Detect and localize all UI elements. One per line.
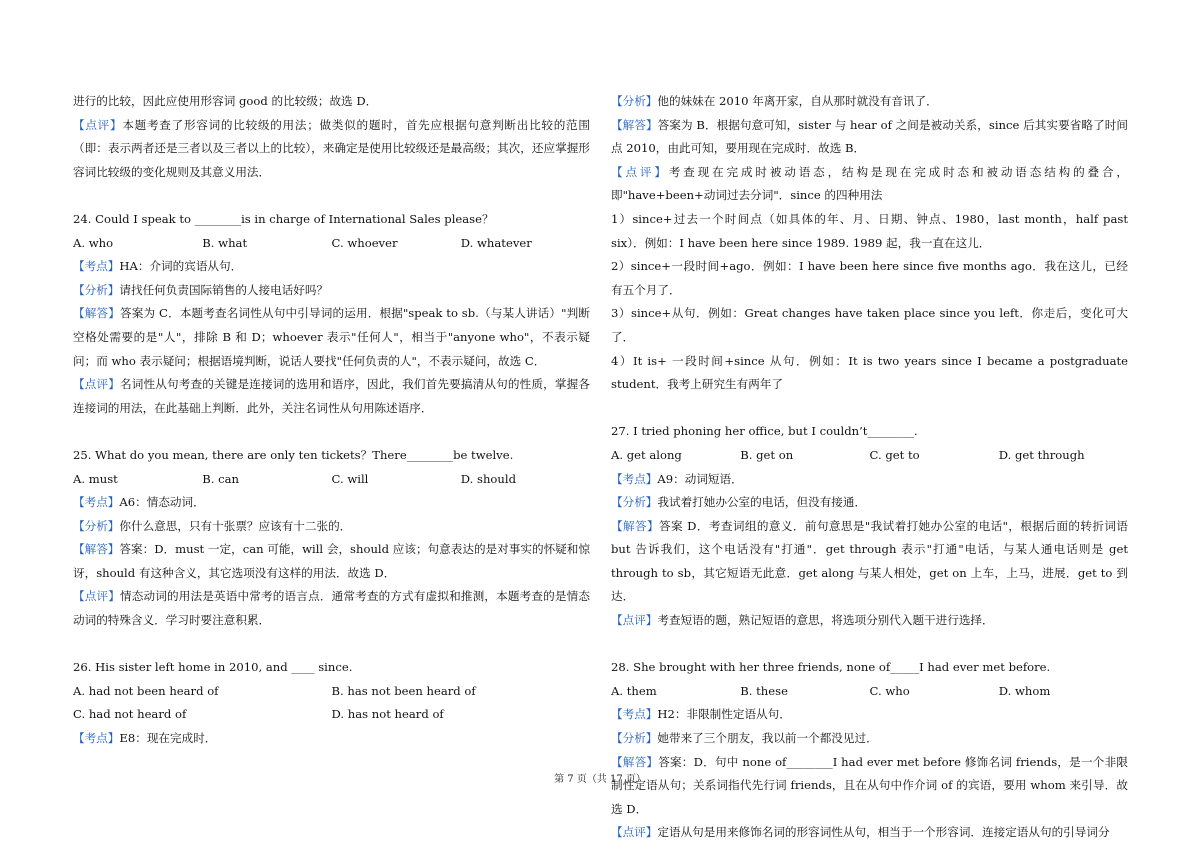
option-a: A. them [611,683,657,698]
right-column [611,90,1128,845]
option-d: D. has not heard of [331,707,444,722]
solution: 【解答】答案为 C．本题考查名词性从句中引导词的运用．根据"speak to sb.（与某人讲话）"判断空格处需要的是"人"，排除 B 和 D；whoever 表示"任何人"，相当于"anyone who"，不表示疑问；而 who 表示疑问；根据语境判断，说话人要找"任何负责的人"，不表示疑问，故选 C． [73,306,590,368]
analysis: 【分析】你什么意思，只有十张票？应该有十二张的． [73,518,352,533]
question-24 [73,208,590,420]
option-d: D. get through [998,447,1085,462]
left-column [73,90,590,751]
knowledge-point: 【考点】HA：介词的宾语从句． [73,259,243,274]
question-stem: 24. Could I speak to ________is in charge of International Sales please？ [73,211,494,226]
usage-1: 1）since+过去一个时间点（如具体的年、月、日期、钟点、1980，last month，half past six）．例如：I have been here since 1989. 1989 起，我一直在这儿． [611,211,1128,250]
usage-2: 2）since+一段时间+ago．例如：I have been here since five months ago．我在这儿，已经有五个月了． [611,259,1128,297]
option-a: A. had not been heard of [73,683,219,698]
question-27 [611,420,1128,632]
comment: 【点评】考查短语的题，熟记短语的意思，将选项分别代入题干进行选择． [611,613,994,628]
page-footer: 第 7 页（共 17 页） [554,774,646,785]
option-a: A. get along [611,447,682,462]
knowledge-point: 【考点】A9：动词短语． [611,471,743,486]
solution: 【解答】答案：D．must 一定，can 可能，will 会，should 应该；句意表达的是对事实的怀疑和惊讶，should 有这种含义，其它选项没有这样的用法．故选 D． [73,542,590,580]
question-stem: 27. I tried phoning her office, but I couldn’t________. [611,424,918,439]
option-c: C. had not heard of [73,707,187,722]
comment-tag: 【点评】 [73,117,123,132]
knowledge-point: 【考点】E8：现在完成时． [73,731,217,746]
option-d: D. whatever [460,235,532,250]
options-row [611,680,1128,704]
knowledge-point: 【考点】H2：非限制性定语从句． [611,707,791,722]
option-c: C. who [869,683,910,698]
option-d: D. whom [998,683,1051,698]
option-c: C. whoever [331,235,398,250]
analysis: 【分析】他的妹妹在 2010 年离开家，自从那时就没有音讯了． [611,94,938,108]
options-row [611,444,1128,468]
analysis: 【分析】请找任何负责国际销售的人接电话好吗？ [73,282,329,297]
option-b: B. can [202,471,240,486]
options-row [73,468,590,492]
analysis: 【分析】她带来了三个朋友，我以前一个都没见过． [611,731,878,746]
question-26 [73,656,590,750]
question-stem: 26. His sister left home in 2010, and ____ since. [73,660,353,675]
solution: 【解答】答案为 B．根据句意可知，sister 与 hear of 之间是被动关系，since 后其实要省略了时间点 2010，由此可知，要用现在完成时．故选 B． [611,117,1128,156]
comment-paragraph: 【点评】本题考查了形容词的比较级的用法；做类似的题时，首先应根据句意判断出比较的范围（即：表示两者还是三者以及三者以上的比较），来确定是使用比较级还是最高级；其次，还应掌握形容词比较级的变化规则及其意义用法． [73,117,590,179]
option-b: B. get on [740,447,794,462]
option-d: D. should [460,471,516,486]
solution: 【解答】答案：D．句中 none of________I had ever met before 修饰名词 friends，是一个非限制性定语从句；关系词指代先行词 friends，且在从句中作介词 of 的宾语，要用 whom 来引导．故选 D． [611,754,1128,816]
options-row [73,680,590,704]
option-b: B. has not been heard of [331,683,476,698]
question-stem: 25. What do you mean, there are only ten tickets？There________be twelve. [73,447,514,462]
question-25 [73,444,590,633]
question-28 [611,656,1128,845]
comment: 【点评】考查现在完成时被动语态，结构是现在完成时态和被动语态结构的叠合，即"have+been+动词过去分词"．since 的四种用法 [611,164,1128,203]
analysis: 【分析】我试着打她办公室的电话，但没有接通． [611,495,867,510]
option-c: C. get to [869,447,920,462]
question-stem: 28. She brought with her three friends, none of_____I had ever met before. [611,660,1051,675]
option-a: A. must [73,471,118,486]
option-b: B. these [740,683,788,698]
question-26-continued [611,90,1128,397]
comment: 【点评】定语从句是用来修饰名词的形容词性从句，相当于一个形容词．连接定语从句的引导词分 [611,825,1110,840]
option-c: C. will [331,471,369,486]
options-row [73,232,590,256]
option-b: B. what [202,235,248,250]
solution: 【解答】答案 D．考查词组的意义．前句意思是"我试着打她办公室的电话"，根据后面的转折词语 but 告诉我们，这个电话没有"打通"．get through 表示"打通"电话，与某人通电话则是 get through to sb，其它短语无此意．get along 与某人相处，get on 上车，上马，进展．get to 到达． [611,518,1128,604]
knowledge-point: 【考点】A6：情态动词． [73,495,205,510]
usage-3: 3）since+从句．例如：Great changes have taken place since you left．你走后，变化可大了． [611,306,1128,344]
usage-4: 4）It is+ 一段时间+since 从句．例如：It is two years since I became a postgraduate student．我考上研究生有两年了 [611,353,1128,392]
paragraph: 进行的比较，因此应使用形容词 good 的比较级；故选 D． [73,94,378,108]
options-row [73,703,590,727]
option-a: A. who [73,235,114,250]
comment: 【点评】情态动词的用法是英语中常考的语言点．通常考查的方式有虚拟和推测，本题考查的是情态动词的特殊含义．学习时要注意积累． [73,589,590,628]
comment: 【点评】名词性从句考查的关键是连接词的选用和语序，因此，我们首先要搞清从句的性质，掌握各连接词的用法，在此基础上判断．此外，关注名词性从句用陈述语序． [73,377,590,415]
